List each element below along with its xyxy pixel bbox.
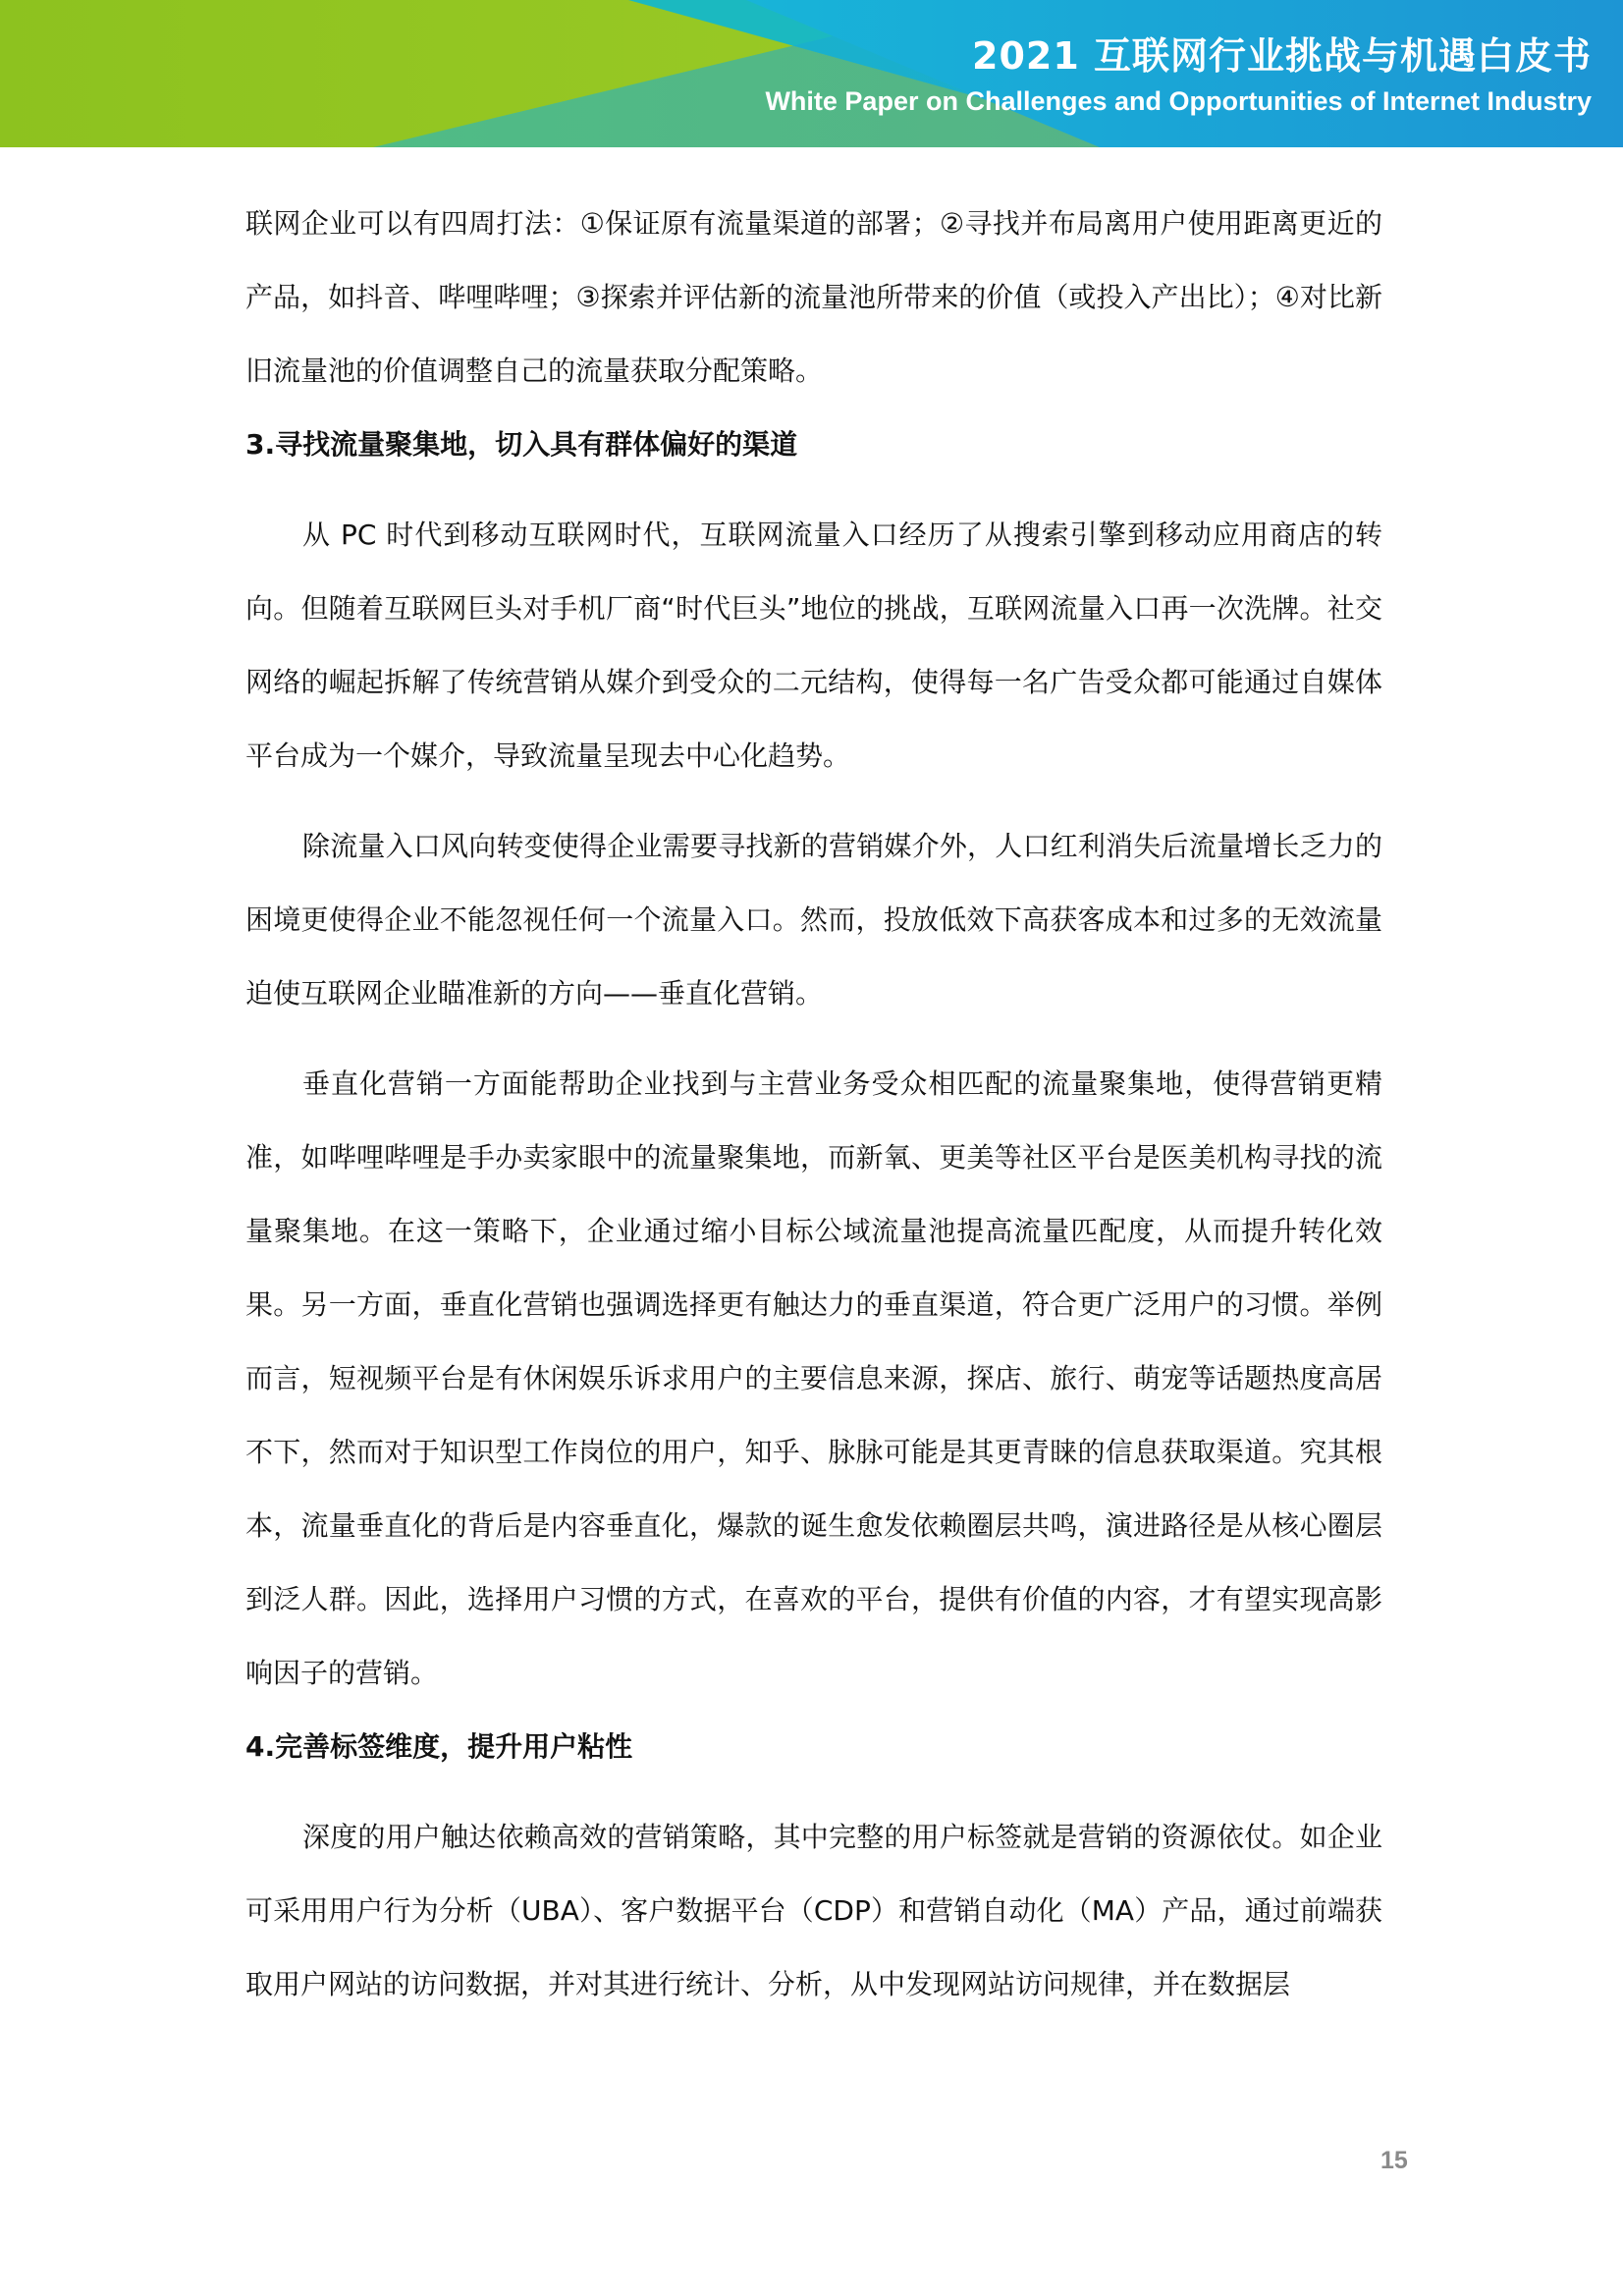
paragraph-3-1: 从 PC 时代到移动互联网时代，互联网流量入口经历了从搜索引擎到移动应用商店的转向。但随着互联网巨头对手机厂商“时代巨头”地位的挑战，互联网流量入口再一次洗牌。社交网络的崛起拆解了传统营销从媒介到受众的二元结构，使得每一名广告受众都可能通过自媒体平台成为一个媒介，导致流量呈现去中心化趋势。	[245, 519, 1382, 772]
section-heading-4: 4.完善标签维度，提升用户粘性	[245, 1730, 633, 1763]
paragraph-intro: 联网企业可以有四周打法：①保证原有流量渠道的部署；②寻找并布局离用户使用距离更近的产品，如抖音、哔哩哔哩；③探索并评估新的流量池所带来的价值（或投入产出比）；④对比新旧流量池的价值调整自己的流量获取分配策略。	[245, 207, 1382, 387]
section-heading-3: 3.寻找流量聚集地，切入具有群体偏好的渠道	[245, 428, 798, 461]
paragraph-4-1: 深度的用户触达依赖高效的营销策略，其中完整的用户标签就是营销的资源依仗。如企业可采用用户行为分析（UBA）、客户数据平台（CDP）和营销自动化（MA）产品，通过前端获取用户网站的访问数据，并对其进行统计、分析，从中发现网站访问规律，并在数据层	[245, 1821, 1382, 2000]
document-body	[245, 187, 1382, 2021]
page-number: 15	[1380, 2147, 1408, 2174]
page-header	[0, 0, 1623, 147]
paragraph-3-2: 除流量入口风向转变使得企业需要寻找新的营销媒介外，人口红利消失后流量增长乏力的困境更使得企业不能忽视任何一个流量入口。然而，投放低效下高获客成本和过多的无效流量迫使互联网企业瞄准新的方向——垂直化营销。	[245, 830, 1382, 1010]
header-title-en: White Paper on Challenges and Opportunities of Internet Industry	[765, 86, 1592, 116]
paragraph-3-3: 垂直化营销一方面能帮助企业找到与主营业务受众相匹配的流量聚集地，使得营销更精准，如哔哩哔哩是手办卖家眼中的流量聚集地，而新氧、更美等社区平台是医美机构寻找的流量聚集地。在这一策略下，企业通过缩小目标公域流量池提高流量匹配度，从而提升转化效果。另一方面，垂直化营销也强调选择更有触达力的垂直渠道，符合更广泛用户的习惯。举例而言，短视频平台是有休闲娱乐诉求用户的主要信息来源，探店、旅行、萌宠等话题热度高居不下，然而对于知识型工作岗位的用户，知乎、脉脉可能是其更青睐的信息获取渠道。究其根本，流量垂直化的背后是内容垂直化，爆款的诞生愈发依赖圈层共鸣，演进路径是从核心圈层到泛人群。因此，选择用户习惯的方式，在喜欢的平台，提供有价值的内容，才有望实现高影响因子的营销。	[245, 1067, 1382, 1689]
header-title-cn: 2021 互联网行业挑战与机遇白皮书	[972, 34, 1592, 78]
